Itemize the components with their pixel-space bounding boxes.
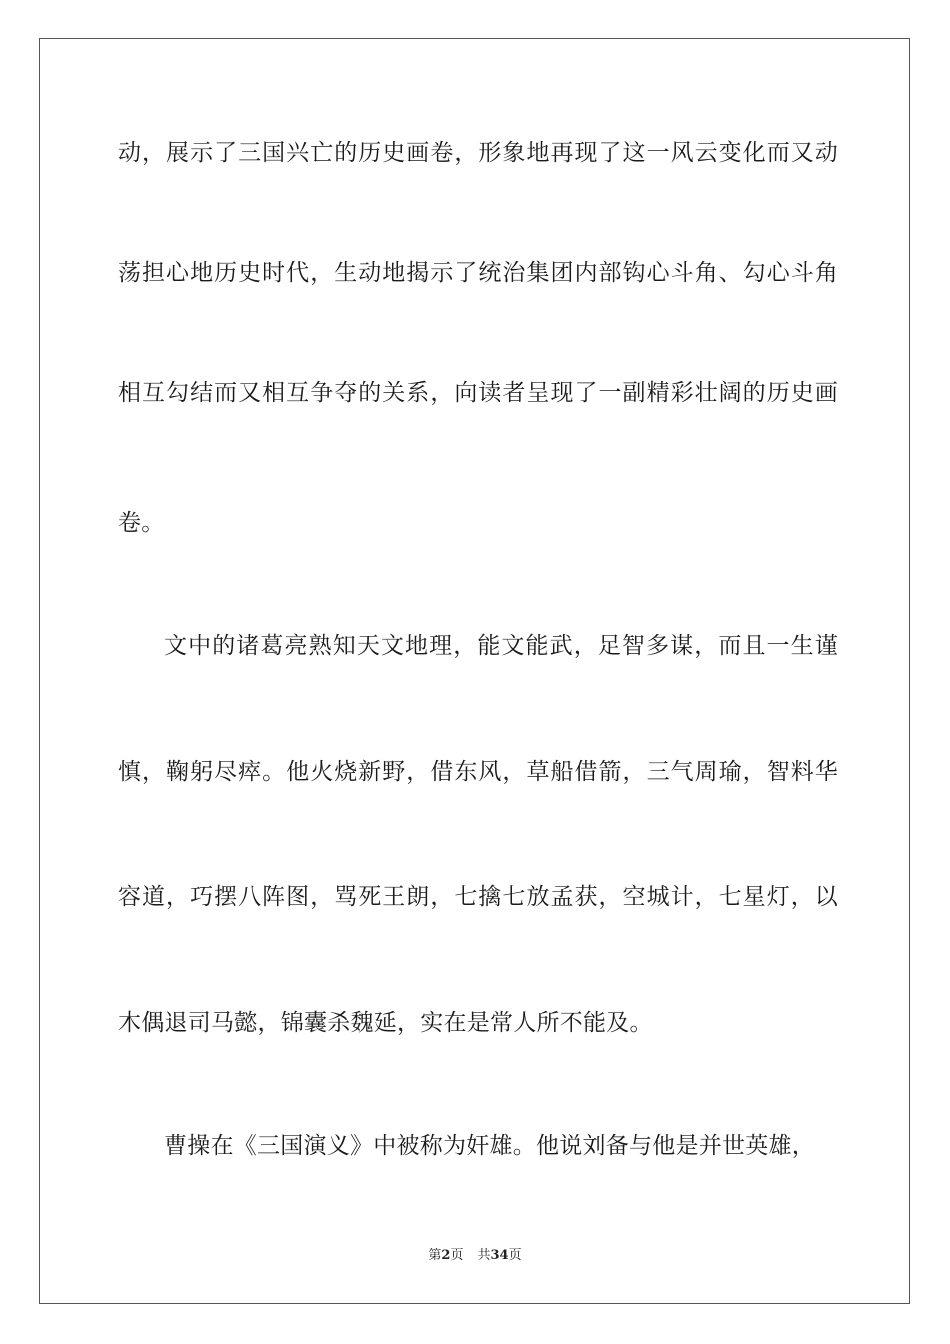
paragraph-2-line-3: 容道，巧摆八阵图，骂死王朗，七擒七放孟获，空城计，七星灯，以 bbox=[118, 884, 838, 910]
page-label-prefix: 第 bbox=[428, 1248, 442, 1263]
page-number: 2 bbox=[441, 1248, 451, 1263]
paragraph-line-4: 卷。 bbox=[118, 510, 165, 536]
paragraph-line-3: 相互勾结而又相互争夺的关系，向读者呈现了一副精彩壮阔的历史画 bbox=[118, 380, 838, 406]
paragraph-line-2: 荡担心地历史时代，生动地揭示了统治集团内部钩心斗角、勾心斗角 bbox=[118, 260, 838, 286]
page-label-suffix: 页 bbox=[450, 1248, 464, 1263]
total-label-suffix: 页 bbox=[508, 1248, 522, 1263]
paragraph-2-line-2: 慎，鞠躬尽瘁。他火烧新野，借东风，草船借箭，三气周瑜，智料华 bbox=[118, 759, 838, 785]
paragraph-2-line-1: 文中的诸葛亮熟知天文地理，能文能武，足智多谋，而且一生谨 bbox=[164, 633, 838, 659]
page-footer bbox=[0, 1247, 950, 1265]
paragraph-line-1: 动，展示了三国兴亡的历史画卷，形象地再现了这一风云变化而又动 bbox=[118, 140, 838, 166]
page-border bbox=[39, 38, 910, 1304]
paragraph-3-line-1: 曹操在《三国演义》中被称为奸雄。他说刘备与他是并世英雄， bbox=[164, 1133, 815, 1159]
total-pages: 34 bbox=[490, 1248, 509, 1263]
total-label-prefix: 共 bbox=[477, 1248, 491, 1263]
paragraph-2-line-4: 木偶退司马懿，锦囊杀魏延，实在是常人所不能及。 bbox=[118, 1010, 653, 1036]
